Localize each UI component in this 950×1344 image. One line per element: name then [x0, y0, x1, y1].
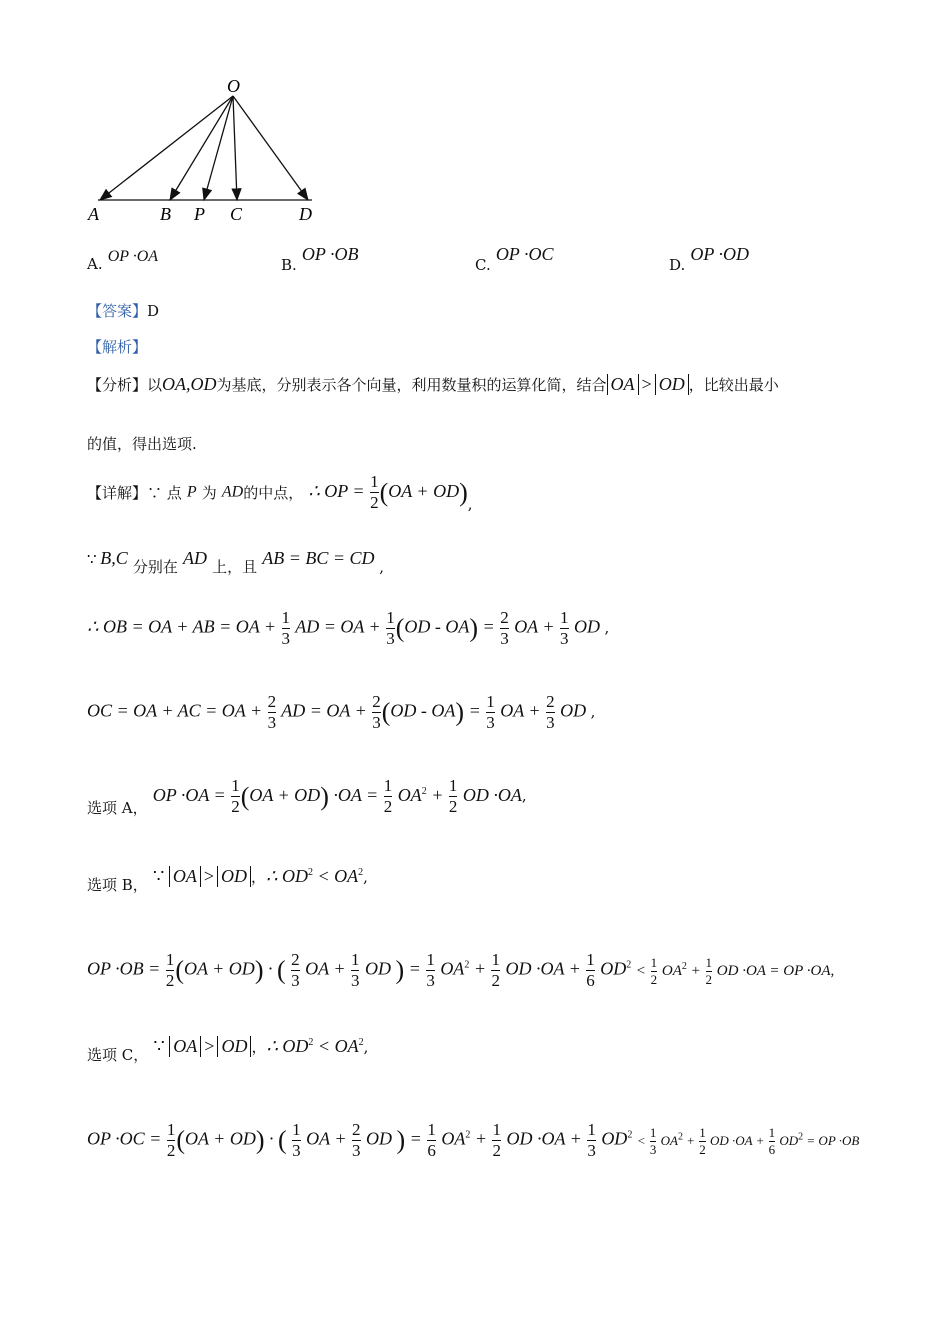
detail-line-2: ∵ B,C 分别在 AD 上，且 AB = BC = CD ,: [87, 548, 385, 576]
label-b: B: [160, 204, 171, 224]
label-d: D: [299, 204, 312, 224]
explain-line: [87, 336, 147, 357]
label-p: P: [194, 204, 205, 224]
vector-od: [233, 96, 308, 200]
label-c: C: [230, 204, 243, 224]
ob-formula: ∴ OB = OA + AB = OA + $\frac{1}{3}$ AD = OA + $\frac{1}{3}$ (OD - OA) = $\frac{2}{3}$ OA + $\frac{1}{3}$ OD ,: [87, 608, 610, 648]
op-oc-formula: OP ·OC = $\frac{1}{2}$ (OA + OD) · ( $\frac{1}{3}$ OA + $\frac{2}{3}$ OD ) = $\frac{1}{6}$ $OA^2$ + $\frac{1}{2}$ OD ·OA + $\frac{1}{3}$ $OD^2$ < $\frac{1}{3}$ $OA^2$ + $\frac{1}{2}$ OD ·OA + $\frac{1}{6}$ $OD^2$ = OP ·OB: [87, 1120, 860, 1160]
explain-tag: 【解析】: [87, 338, 148, 356]
vector-ob: [170, 96, 233, 200]
op-ob-formula: OP ·OB = $\frac{1}{2}$ (OA + OD) · ( $\frac{2}{3}$ OA + $\frac{1}{3}$ OD ) = $\frac{1}{3}$ $OA^2$ + $\frac{1}{2}$ OD ·OA + $\frac{1}{6}$ $OD^2$ < $\frac{1}{2}$ $OA^2$ + $\frac{1}{2}$ OD ·OA = OP ·OA,: [87, 950, 835, 990]
option-a: A. OP ·OA: [87, 248, 159, 273]
analysis-line-1: 【分析】以OA,OD为基底，分别表示各个向量，利用数量积的运算化简，结合 OA > OD ，比较出最小: [87, 374, 779, 394]
oc-formula: OC = OA + AC = OA + $\frac{2}{3}$ AD = OA + $\frac{2}{3}$ (OD - OA) = $\frac{1}{3}$ OA + $\frac{2}{3}$ OD ,: [87, 692, 596, 732]
vector-oc: [233, 96, 237, 200]
vector-oa: [100, 96, 233, 200]
answer-tag: 【答案】: [87, 302, 148, 320]
detail-line-1: 【详解】∵ 点 P 为 AD的中点， ∴ OP = $\frac{1}{2}$ (OA + OD),: [87, 472, 473, 513]
op-midpoint-formula: ∴ OP = $\frac{1}{2}$ (OA + OD): [308, 472, 468, 512]
option-c: C. OP ·OC: [475, 244, 554, 274]
vector-op: [204, 96, 233, 200]
answer-value: D: [147, 302, 160, 320]
geometry-figure: [80, 72, 330, 232]
answer-line: [87, 300, 159, 321]
label-o: O: [227, 76, 240, 96]
option-a-derivation: 选项 A， OP ·OA = $\frac{1}{2}$ (OA + OD) ·OA = $\frac{1}{2}$ $OA^2$ + $\frac{1}{2}$ OD ·OA,: [87, 776, 527, 817]
analysis-line-2: 的值，得出选项.: [87, 435, 197, 453]
label-a: A: [88, 204, 99, 224]
option-d: D. OP ·OD: [669, 244, 750, 274]
option-b-compare: 选项 B， ∵ OA > OD ，∴ $OD^2 < OA^2$,: [87, 866, 368, 894]
option-b: B. OP ·OB: [281, 244, 359, 274]
option-c-compare: 选项 C， ∵ OA > OD ，∴ $OD^2 < OA^2$,: [87, 1036, 369, 1064]
